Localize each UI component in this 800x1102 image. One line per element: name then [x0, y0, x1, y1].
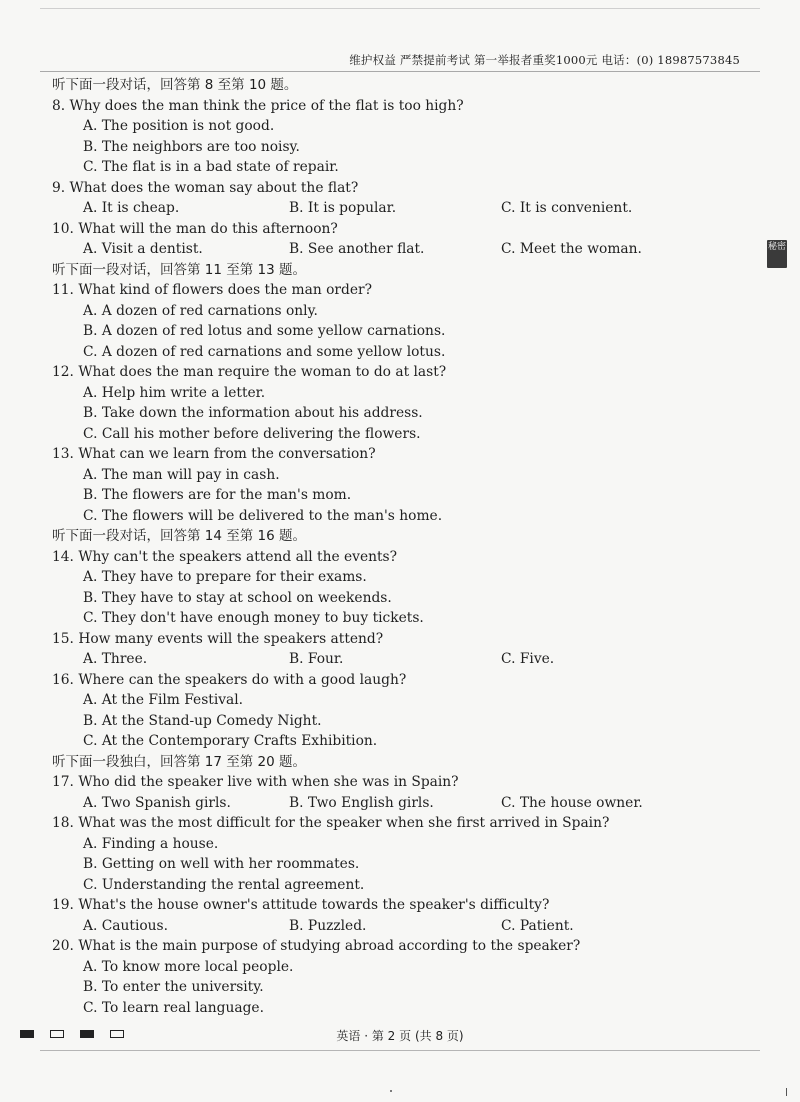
option-c: C. The flowers will be delivered to the man's home. [83, 507, 443, 524]
footer-divider [40, 1050, 760, 1051]
question-stem: 13. What can we learn from the conversation? [52, 446, 376, 462]
option-b: B. Puzzled. [289, 917, 367, 934]
option-b: B. The neighbors are too noisy. [83, 138, 300, 155]
question-stem: 17. Who did the speaker live with when she was in Spain? [52, 774, 459, 790]
top-rule [40, 8, 760, 9]
option-a: A. It is cheap. [83, 200, 180, 216]
option-a: A. Visit a dentist. [83, 241, 203, 257]
question-stem: 10. What will the man do this afternoon? [52, 220, 338, 237]
secret-tab: 秘密 [767, 240, 787, 268]
option-c: C. At the Contemporary Crafts Exhibition. [83, 733, 378, 749]
section-instruction: 听下面一段对话，回答第 11 至第 13 题。 [52, 261, 307, 278]
header-notice: 维护权益 严禁提前考试 第一举报者重奖1000元 电话：(0) 18987573845 [349, 53, 740, 67]
option-a: A. To know more local people. [83, 958, 294, 975]
option-c: C. Call his mother before delivering the flowers. [83, 425, 421, 442]
question-stem: 14. Why can't the speakers attend all the events? [52, 548, 398, 565]
option-b: B. They have to stay at school on weekends. [83, 589, 392, 606]
option-c: C. The flat is in a bad state of repair. [83, 159, 339, 175]
option-b: B. To enter the university. [83, 979, 264, 995]
edge-tick [786, 1088, 787, 1096]
option-c: C. Meet the woman. [501, 241, 642, 257]
question-stem: 19. What's the house owner's attitude towards the speaker's difficulty? [52, 897, 550, 913]
option-row [52, 649, 752, 670]
scan-dot [390, 1090, 392, 1092]
section-instruction: 听下面一段对话，回答第 8 至第 10 题。 [52, 77, 298, 93]
option-c: C. Patient. [501, 917, 574, 934]
question-stem: 18. What was the most difficult for the speaker when she first arrived in Spain? [52, 815, 610, 831]
option-b: B. The flowers are for the man's mom. [83, 487, 352, 503]
exam-content [52, 75, 752, 1018]
option-a: A. Finding a house. [83, 835, 219, 852]
option-c: C. To learn real language. [83, 999, 264, 1016]
option-a: A. At the Film Festival. [83, 692, 244, 708]
option-b: B. It is popular. [289, 200, 397, 216]
option-b: B. Getting on well with her roommates. [83, 856, 360, 872]
option-a: A. Three. [83, 651, 148, 667]
option-a: A. A dozen of red carnations only. [83, 302, 318, 319]
option-c: C. They don't have enough money to buy tickets. [83, 610, 424, 626]
question-stem: 9. What does the woman say about the flat? [52, 179, 359, 196]
option-a: A. The position is not good. [83, 118, 275, 134]
section-instruction: 听下面一段独白，回答第 17 至第 20 题。 [52, 753, 307, 770]
option-row [52, 916, 752, 937]
question-stem: 15. How many events will the speakers attend? [52, 630, 384, 647]
option-b: B. Two English girls. [289, 794, 434, 811]
header-divider [40, 71, 760, 72]
option-c: C. The house owner. [501, 794, 643, 811]
option-b: B. Take down the information about his address. [83, 405, 423, 421]
question-stem: 8. Why does the man think the price of the flat is too high? [52, 97, 464, 114]
option-a: A. Help him write a letter. [83, 384, 266, 401]
option-row [52, 198, 752, 219]
option-a: A. Two Spanish girls. [83, 794, 231, 811]
question-stem: 20. What is the main purpose of studying abroad according to the speaker? [52, 938, 581, 954]
option-a: A. Cautious. [83, 917, 169, 934]
option-b: B. See another flat. [289, 241, 425, 257]
option-b: B. A dozen of red lotus and some yellow carnations. [83, 323, 446, 339]
question-stem: 11. What kind of flowers does the man order? [52, 282, 372, 298]
question-stem: 16. Where can the speakers do with a good laugh? [52, 671, 407, 688]
question-stem: 12. What does the man require the woman to do at last? [52, 364, 447, 380]
option-c: C. It is convenient. [501, 200, 633, 216]
option-a: A. The man will pay in cash. [83, 466, 280, 483]
option-b: B. At the Stand-up Comedy Night. [83, 712, 322, 729]
option-c: C. Five. [501, 651, 555, 667]
option-row [52, 239, 752, 260]
section-instruction: 听下面一段对话，回答第 14 至第 16 题。 [52, 528, 307, 544]
option-b: B. Four. [289, 651, 344, 667]
option-c: C. Understanding the rental agreement. [83, 876, 365, 893]
option-a: A. They have to prepare for their exams. [83, 569, 367, 585]
page-footer: 英语 · 第 2 页 (共 8 页) [336, 1029, 464, 1043]
option-c: C. A dozen of red carnations and some yellow lotus. [83, 343, 446, 360]
option-row [52, 793, 752, 814]
